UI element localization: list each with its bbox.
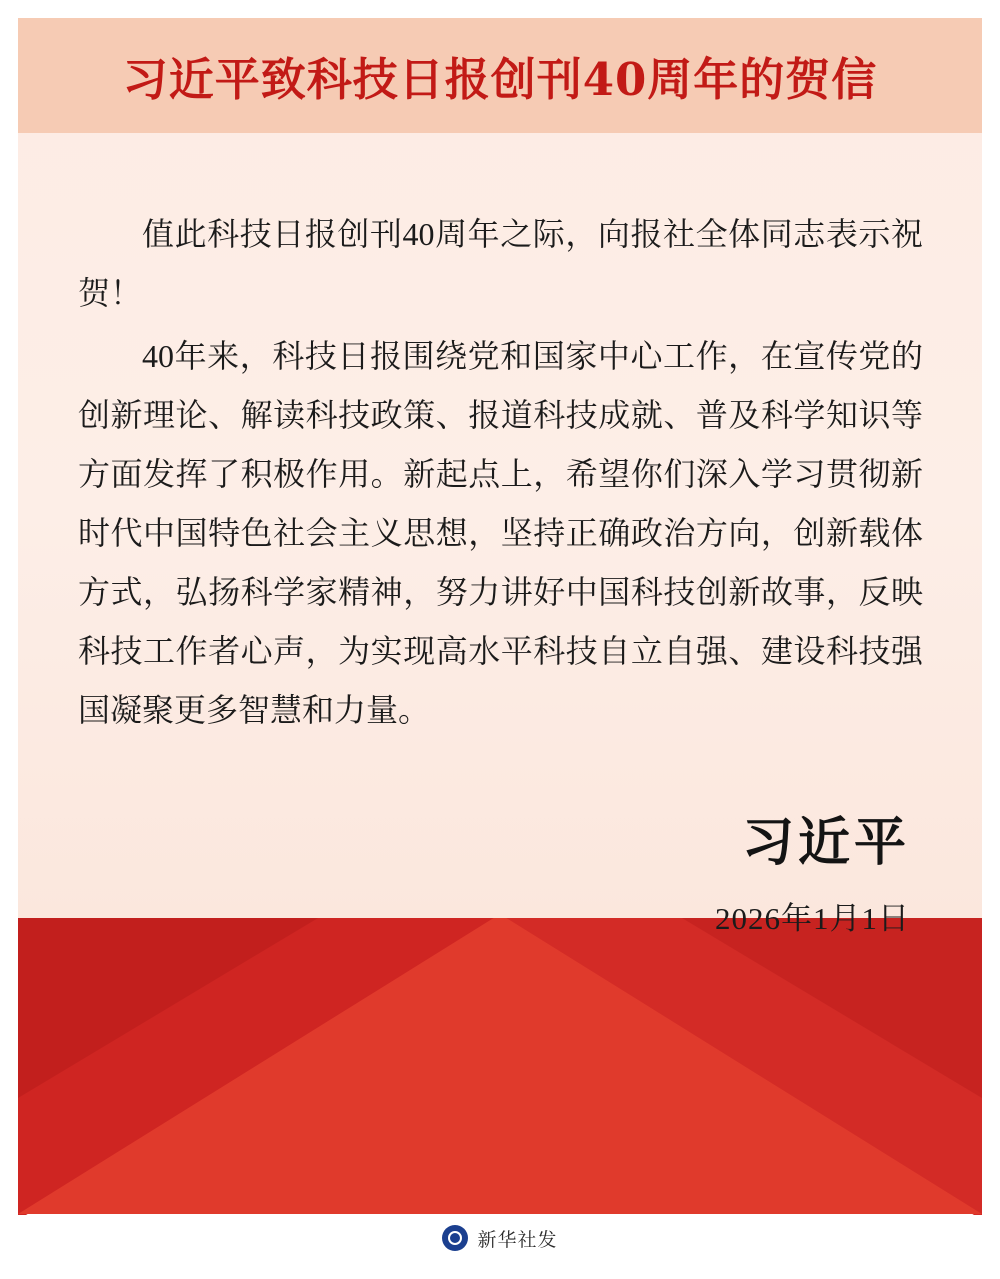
footer-credit xyxy=(0,1215,1000,1261)
signature-date: 2026年1月1日 xyxy=(715,901,910,936)
envelope-shade-right xyxy=(682,918,982,1098)
xinhua-logo-icon xyxy=(442,1225,468,1251)
title-banner xyxy=(18,18,982,133)
signature-block xyxy=(510,800,910,938)
letter-paragraph-2: 40年来，科技日报围绕党和国家中心工作，在宣传党的创新理论、解读科技政策、报道科技成就、普及科学知识等方面发挥了积极作用。新起点上，希望你们深入学习贯彻新时代中国特色社会主义思想，坚持正确政治方向，创新载体方式，弘扬科学家精神，努力讲好中国科技创新故事，反映科技工作者心声，为实现高水平科技自立自强、建设科技强国凝聚更多智慧和力量。 xyxy=(78,338,923,728)
signature-name: 习近平 xyxy=(741,812,910,873)
letter-paragraph-1: 值此科技日报创刊40周年之际，向报社全体同志表示祝贺！ xyxy=(78,216,923,311)
letter-body xyxy=(78,205,923,744)
envelope-shade-left xyxy=(18,918,318,1098)
page-title: 习近平致科技日报创刊40周年的贺信 xyxy=(122,53,878,106)
footer-credit-text: 新华社发 xyxy=(477,1228,558,1251)
